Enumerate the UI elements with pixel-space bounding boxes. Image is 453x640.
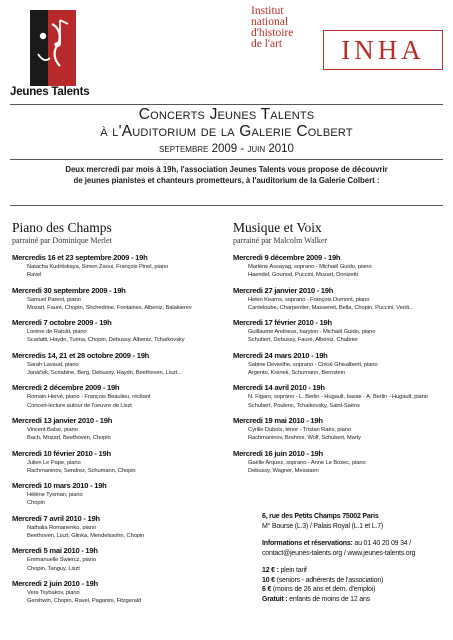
event-program: Concert-lecture autour de l'oeuvre de Liszt [27,402,132,409]
event-performers: Vera Tsybakov, piano [27,589,80,596]
concert-event [12,351,217,378]
title-line-1: Concerts Jeunes Talents [138,106,315,123]
event-date: Mercredi 9 décembre 2009 - 19h [233,253,341,262]
inha-logo-box: INHA [323,30,443,70]
concert-event [233,416,443,443]
event-performers: Hélène Tysman, piano [27,492,83,499]
event-program: Ravel [27,272,42,279]
event-program: Beethoven, Liszt, Glinka, Mendelssohn, Chopin [27,533,145,540]
event-date: Mercredi 10 février 2010 - 19h [12,448,111,458]
event-program: Haendel, Gounod, Puccini, Mozart, Donizetti [248,272,358,279]
event-date: Mercredi 30 septembre 2009 - 19h [12,285,126,295]
event-date: Mercredi 17 février 2010 - 19h [233,318,332,328]
address-block [262,512,447,531]
reservations-phone: au 01 40 20 09 34 / [354,540,411,547]
event-date: Mercredis 16 et 23 septembre 2009 - 19h [12,253,148,262]
concert-event [12,383,217,410]
event-program: Argento, Krenek, Schumann, Bernstein [248,370,345,377]
event-list [233,253,443,475]
prices-block: 12 € : plein tarif 10 € (seniors - adhérents de l'association) 6 € (moins de 26 ans et dem. d'emploi) Gratuit : enfants de moins de 12 ans [262,567,384,603]
title-line-3: septembre 2009 - juin 2010 [159,143,294,155]
section-subtitle: parrainé par Malcolm Walker [233,236,328,245]
event-performers: Helen Kearns, soprano - François Dumont, piano [248,296,370,303]
event-performers: Vincent Balse, piano [27,426,78,433]
event-performers: Natacha Kudritskaya, Simon Zaoui, François Pinel, piano [27,264,169,270]
concert-event [12,546,217,573]
title-top-rule [10,104,443,105]
event-program: Chopin [27,500,45,507]
event-date: Mercredi 14 avril 2010 - 19h [233,383,325,393]
event-program: Schubert, Debussy, Fauré, Albéniz, Chabrier [248,337,358,344]
intro-bottom-rule [10,205,443,206]
event-program: Scarlatti, Haydn, Turina, Chopin, Debussy, Albeniz, Tchaïkovsky [27,337,185,344]
concert-event [12,481,217,508]
event-date: Mercredi 27 janvier 2010 - 19h [233,285,334,295]
event-date: Mercredi 24 mars 2010 - 19h [233,350,328,360]
event-program: Schubert, Poulenc, Tchaikovsky, Saint-Saëns [248,402,360,409]
concert-event [233,318,443,345]
section-title: Piano des Champs [12,220,112,235]
event-performers: Lorène de Ratuld, piano [27,329,87,336]
event-program: Debussy, Wagner, Messiaen [248,467,319,474]
event-program: Canteloube, Charpentier, Massenet, Bella, Chopin, Puccini, Verdi... [248,304,414,311]
metro: M° Bourse (L.3) / Palais Royal (L.1 et L.7) [262,522,384,530]
event-date: Mercredi 10 mars 2010 - 19h [12,481,107,491]
event-program: Chopin, Tanguy, Liszt [27,565,80,572]
event-date: Mercredi 16 juin 2010 - 19h [233,448,323,458]
event-date: Mercredi 2 décembre 2009 - 19h [12,383,120,393]
title-block [0,106,453,156]
concert-event [12,253,217,280]
event-date: Mercredi 2 juin 2010 - 19h [12,578,98,588]
event-date: Mercredi 19 mai 2010 - 19h [233,415,323,425]
jeunes-talents-logo [30,10,76,86]
event-performers: Cyrille Dubois, ténor - Tristan Raës, piano [248,426,351,433]
piano-des-champs-column [12,220,217,612]
event-date: Mercredi 7 avril 2010 - 19h [12,513,100,523]
inha-wordmark: Institut national d'histoire de l'art [251,5,294,50]
concert-event [233,253,443,280]
concert-event [12,286,217,313]
event-performers: Julien Le Pape, piano [27,459,81,466]
concert-event [12,514,217,541]
concert-event [233,351,443,378]
title-bottom-rule [10,159,443,160]
event-performers: N. Figaro, soprano - L. Berlin - Hugault, basse - A. Berlin - Hugault, piano [248,394,428,401]
section-title: Musique et Voix [233,220,322,235]
event-program: Janáček, Scriabine, Berg, Debussy, Haydn, Beethoven, Liszt... [27,370,182,377]
reservations-block [262,539,447,558]
event-performers: Sarah Lavaud, piano [27,361,79,368]
concert-event [12,318,217,345]
concert-event [12,449,217,476]
event-performers: Guillaume Andrieux, baryton - Michaël Guido, piano [248,329,376,336]
event-performers: Emmanuelle Swiercz, piano [27,557,97,564]
practical-info [262,512,447,612]
event-performers: Sabine Devieilhe, soprano - Chloé Ghisalberti, piano [248,361,378,368]
event-program: Mozart, Fauré, Chopin, Shchedrine, Fontaines, Albeniz, Balakierev [27,304,192,311]
event-program: Rachmaninov, Brahms, Wolf, Schubert, Marty [248,435,361,442]
section-subtitle: parrainé par Dominique Merlet [12,236,112,245]
reservations-contact[interactable]: contact@jeunes-talents.org / www.jeunes-talents.org [262,549,416,557]
event-program: Gershwin, Chopin, Ravel, Paganini, Fitzgerald [27,598,142,605]
reservations-label: Informations et réservations: [262,540,353,547]
event-performers: Marlène Assayag, soprano - Michaël Guido, piano [248,264,372,270]
event-date: Mercredi 7 octobre 2009 - 19h [12,318,112,328]
concert-event [233,383,443,410]
concert-event [12,579,217,606]
event-list [12,253,217,606]
musique-et-voix-column [233,220,443,481]
concert-event [233,449,443,476]
event-date: Mercredi 5 mai 2010 - 19h [12,546,98,556]
event-performers: Nathalia Romanenko, piano [27,524,97,531]
title-line-2: à l'Auditorium de la Galerie Colbert [100,123,353,140]
event-performers: Romain Hervé, piano - François Beaulieu, récitant [27,394,151,401]
event-date: Mercredis 14, 21 et 28 octobre 2009 - 19h [12,350,150,360]
intro-text: Deux mercredi par mois à 19h, l'association Jeunes Talents vous propose de découvrir de jeunes pianistes et chanteurs prometteurs, à l'auditorium de la Galerie Colbert : [65,165,388,185]
jeunes-talents-caption: Jeunes Talents [10,86,90,98]
concert-event [233,286,443,313]
event-performers: Samuel Parent, piano [27,296,81,303]
event-performers: Gaëlle Arquez, soprano - Anne Le Bozec, piano [248,459,366,466]
event-program: Rachmaninov, Sendrez, Schumann, Chopin [27,467,136,474]
event-program: Bach, Mozart, Beethoven, Chopin [27,435,111,442]
address: 6, rue des Petits Champs 75002 Paris [262,513,379,520]
concert-event [12,416,217,443]
event-date: Mercredi 13 janvier 2010 - 19h [12,415,113,425]
